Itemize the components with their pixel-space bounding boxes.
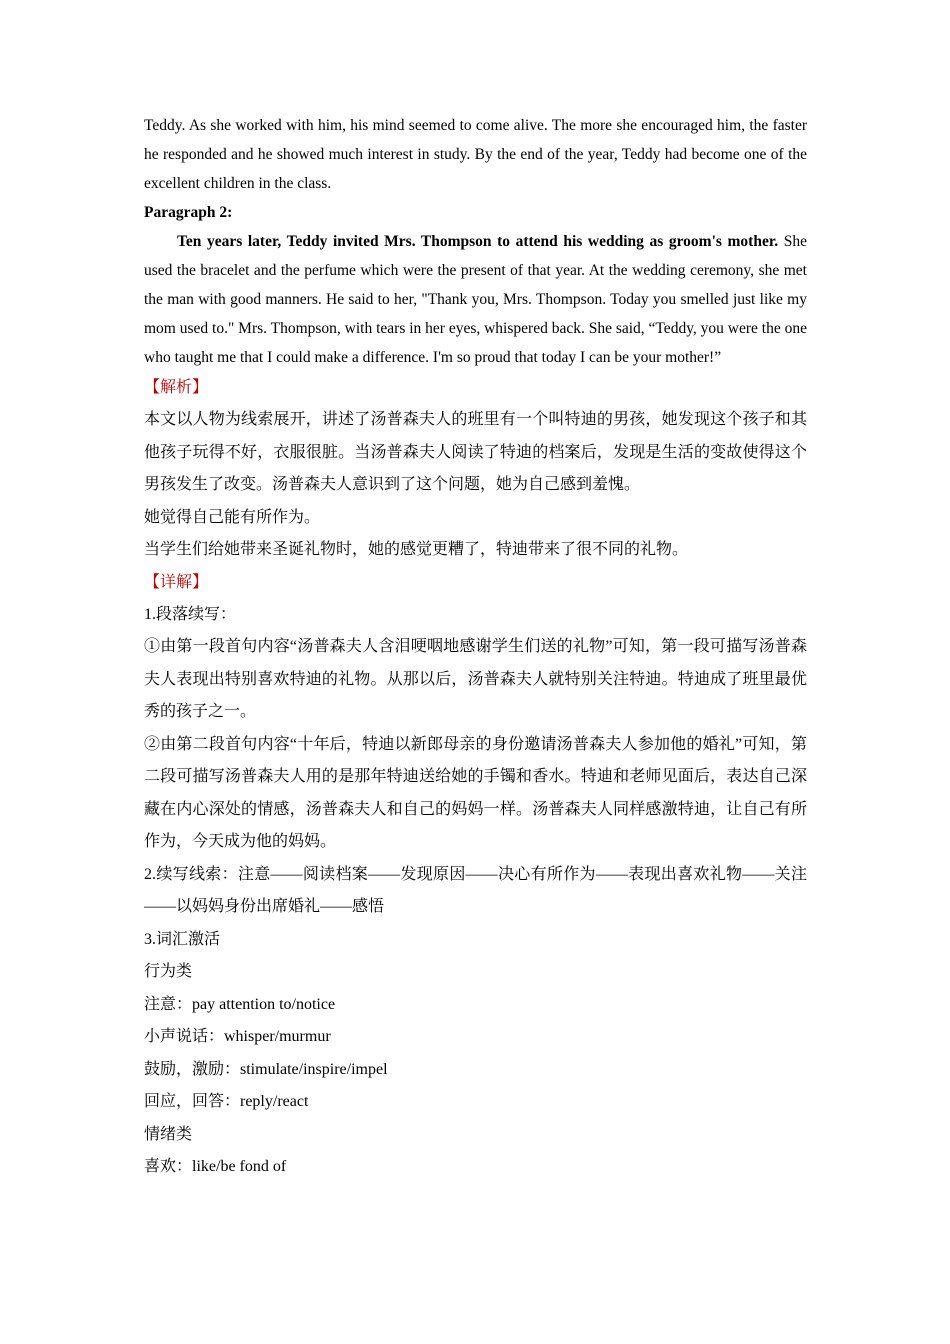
paragraph-1-tail: Teddy. As she worked with him, his mind seemed to come alive. The more she encouraged him, the faster he responded and he showed much interest in study. By the end of the year, Teddy had become one of the excellent children in the class. xyxy=(144,117,807,192)
paragraph-2-heading: Paragraph 2: xyxy=(144,204,233,221)
paragraph-2-body: She used the bracelet and the perfume which were the present of that year. At the wedding ceremony, she met the man with good manners. He said to her, "Thank you, Mrs. Thompson. Today you smelled just like my mom used to." Mrs. Thompson, with tears in her eyes, whispered back. She said, “Teddy, you were the one who taught me that I could make a difference. I'm so proud that today I can be your mother!” xyxy=(144,233,807,366)
detail-line: 1.段落续写： xyxy=(144,605,237,623)
detail-line: 情绪类 xyxy=(144,1125,193,1143)
paragraph-2-first-sentence: Ten years later, Teddy invited Mrs. Thompson to attend his wedding as groom's mother. xyxy=(177,233,779,250)
detail-line: 喜欢：like/be fond of xyxy=(144,1158,287,1175)
detail-tag: 【详解】 xyxy=(144,573,209,591)
detail-line: 注意：pay attention to/notice xyxy=(144,995,336,1013)
analysis-line: 她觉得自己能有所作为。 xyxy=(144,508,321,526)
analysis-tag: 【解析】 xyxy=(144,379,209,396)
paragraph-2 xyxy=(144,227,807,372)
detail-line: 行为类 xyxy=(144,963,193,980)
detail-line: 小声说话：whisper/murmur xyxy=(144,1028,331,1045)
analysis-line: 本文以人物为线索展开，讲述了汤普森夫人的班里有一个叫特迪的男孩，她发现这个孩子和其他孩子玩得不好，衣服很脏。当汤普森夫人阅读了特迪的档案后，发现是生活的变故使得这个男孩发生了改变。汤普森夫人意识到了这个问题，她为自己感到羞愧。 xyxy=(144,411,807,493)
analysis-line: 当学生们给她带来圣诞礼物时，她的感觉更糟了，特迪带来了很不同的礼物。 xyxy=(144,541,689,558)
detail-line: 2.续写线索：注意——阅读档案——发现原因——决心有所作为——表现出喜欢礼物——关注——以妈妈身份出席婚礼——感悟 xyxy=(144,865,807,915)
detail-line: ①由第一段首句内容“汤普森夫人含泪哽咽地感谢学生们送的礼物”可知，第一段可描写汤普森夫人表现出特别喜欢特迪的礼物。从那以后，汤普森夫人就特别关注特迪。特迪成了班里最优秀的孩子之一。 xyxy=(144,638,807,720)
detail-line: ②由第二段首句内容“十年后，特迪以新郎母亲的身份邀请汤普森夫人参加他的婚礼”可知，第二段可描写汤普森夫人用的是那年特迪送给她的手镯和香水。特迪和老师见面后，表达自己深藏在内心深处的情感，汤普森夫人和自己的妈妈一样。汤普森夫人同样感激特迪，让自己有所作为，今天成为他的妈妈。 xyxy=(144,735,807,850)
detail-line: 鼓励，激励：stimulate/inspire/impel xyxy=(144,1060,388,1078)
document-page xyxy=(144,111,807,1184)
detail-line: 回应，回答：reply/react xyxy=(144,1093,309,1110)
detail-line: 3.词汇激活 xyxy=(144,930,221,948)
